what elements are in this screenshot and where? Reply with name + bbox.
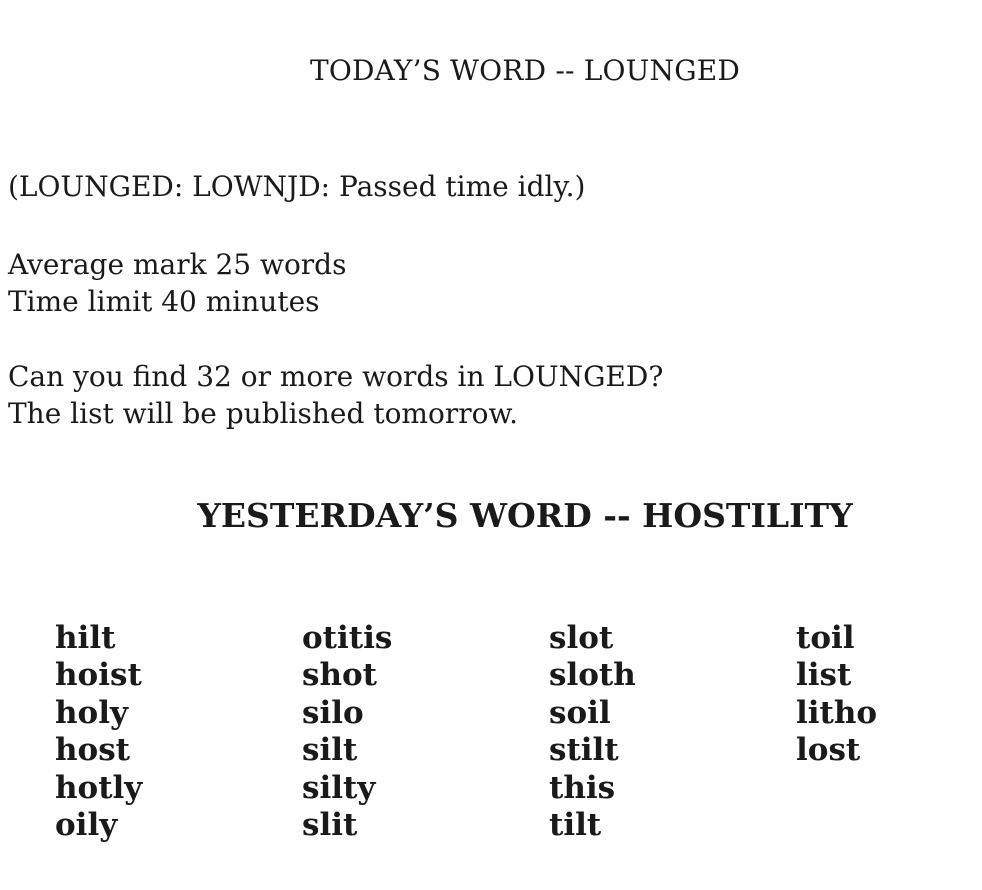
word-list-item: silty bbox=[302, 769, 376, 806]
word-column-2 bbox=[302, 620, 549, 844]
time-limit: Time limit 40 minutes bbox=[8, 285, 320, 318]
word-list-item: slit bbox=[302, 807, 358, 844]
word-list-item: holy bbox=[55, 694, 129, 731]
average-mark: Average mark 25 words bbox=[8, 248, 347, 281]
word-list-item: lost bbox=[796, 732, 861, 769]
todays-word-title: TODAY’S WORD -- LOUNGED bbox=[309, 54, 741, 87]
word-definition: (LOUNGED: LOWNJD: Passed time idly.) bbox=[8, 170, 586, 203]
word-list-item: sloth bbox=[549, 657, 636, 694]
word-list-item: hotly bbox=[55, 769, 143, 806]
word-list-item: soil bbox=[549, 694, 611, 731]
word-list-item: silo bbox=[302, 694, 364, 731]
word-list-item: list bbox=[796, 657, 852, 694]
word-list-item: hilt bbox=[55, 620, 116, 656]
word-list-item: litho bbox=[796, 694, 878, 731]
word-column-1 bbox=[55, 620, 302, 844]
word-list-item: shot bbox=[302, 657, 377, 694]
publish-note: The list will be published tomorrow. bbox=[8, 397, 519, 430]
word-list-item: oily bbox=[55, 807, 118, 844]
word-list-item: silt bbox=[302, 732, 358, 769]
word-list-grid bbox=[55, 620, 982, 844]
word-column-4 bbox=[796, 620, 982, 844]
challenge-question: Can you find 32 or more words in LOUNGED? bbox=[8, 360, 664, 393]
word-list-item: host bbox=[55, 732, 130, 769]
word-list-item: slot bbox=[549, 620, 614, 656]
word-list-item: stilt bbox=[549, 732, 619, 769]
yesterdays-word-title: YESTERDAY’S WORD -- HOSTILITY bbox=[197, 496, 853, 535]
word-list-item: hoist bbox=[55, 657, 142, 694]
word-list-item: this bbox=[549, 769, 616, 806]
word-list-item: toil bbox=[796, 620, 855, 656]
word-list-item: otitis bbox=[302, 620, 393, 656]
word-list-item: tilt bbox=[549, 807, 602, 844]
word-column-3 bbox=[549, 620, 796, 844]
